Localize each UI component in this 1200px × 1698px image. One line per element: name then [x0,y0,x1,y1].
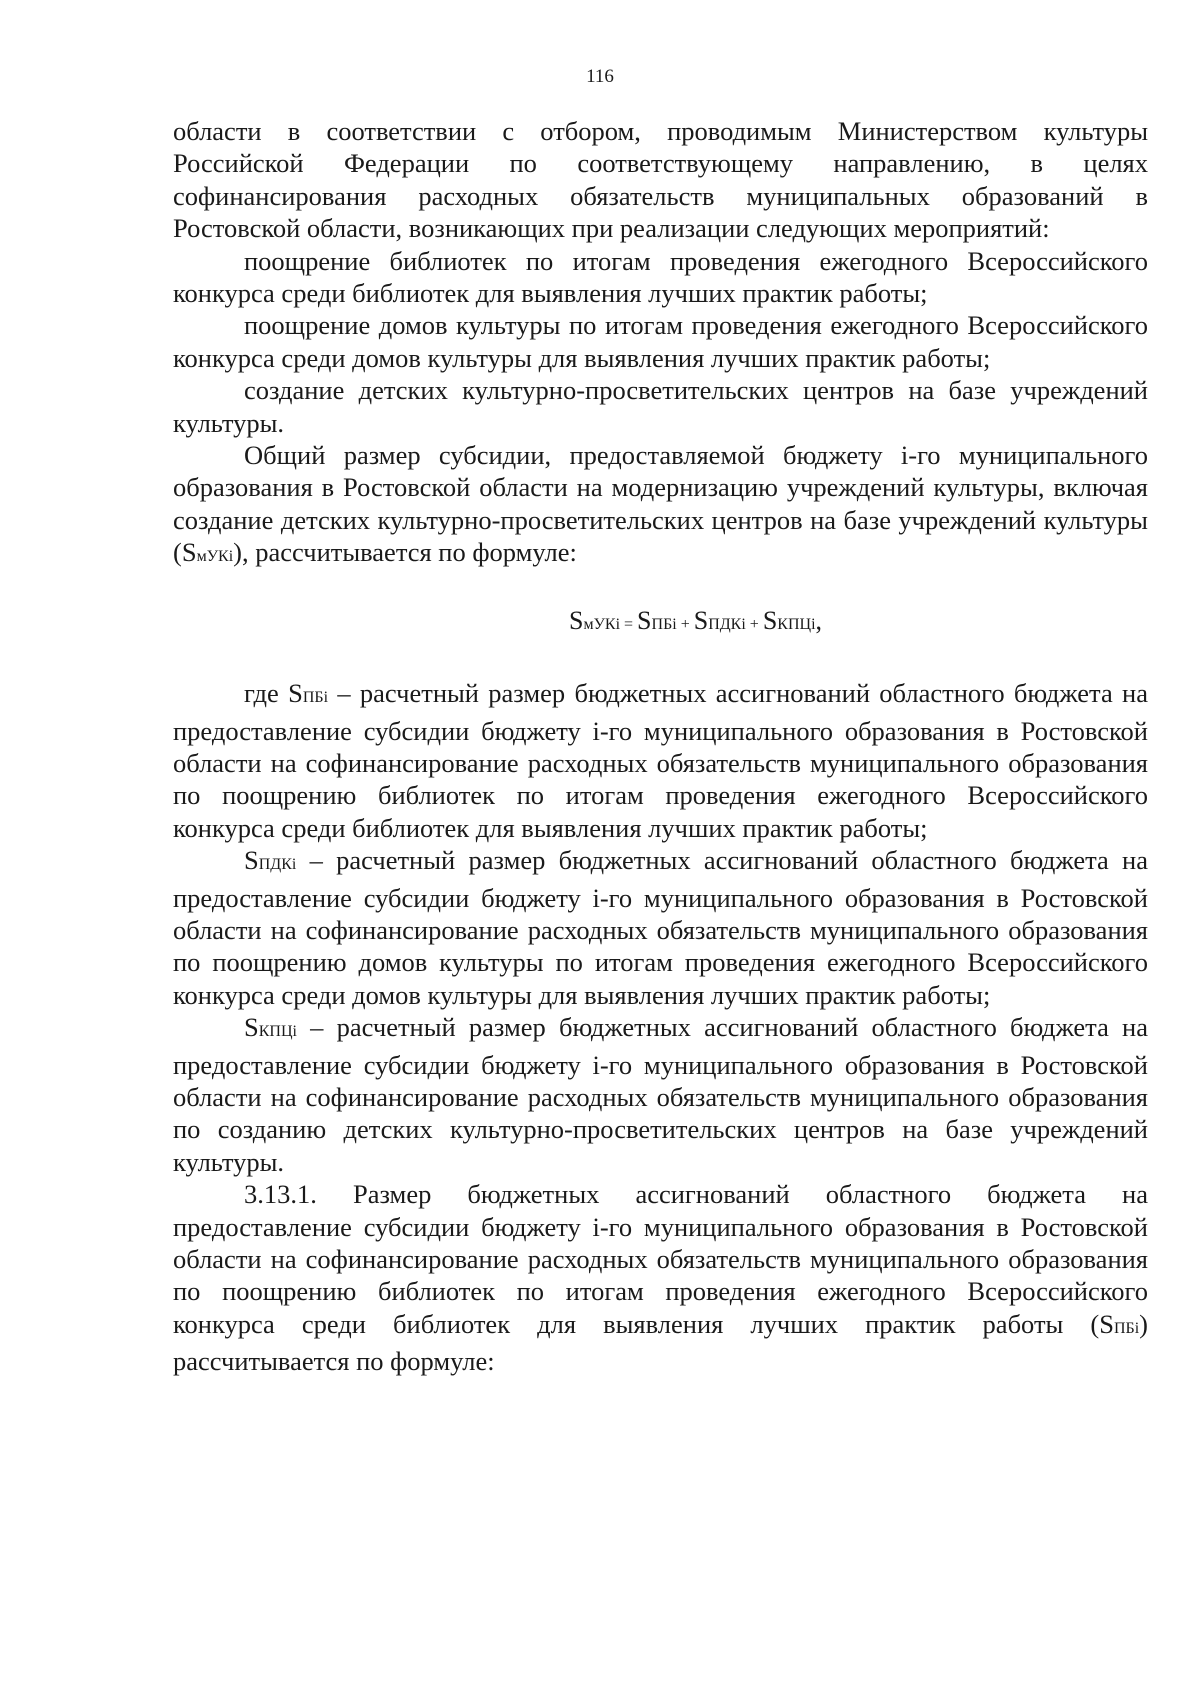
total-subscript: мУКi [196,548,234,566]
definition-pdki: SПДКi – расчетный размер бюджетных ассигнований областного бюджета на предоставление субсидии бюджету i-го муниципального образования в Ростовской области на софинансирование расходных обязательств муниципального образования по поощрению домов культуры по итогам проведения ежегодного Всероссийского конкурса среди домов культуры для выявления лучших практик работы; [173,845,1148,1010]
list-item: поощрение домов культуры по итогам проведения ежегодного Всероссийского конкурса среди домов культуры для выявления лучших практик работы; [173,310,1148,373]
definition-pbi: где SПБi – расчетный размер бюджетных ассигнований областного бюджета на предоставление субсидии бюджету i-го муниципального образования в Ростовской области на софинансирование расходных обязательств муниципального образования по поощрению библиотек по итогам проведения ежегодного Всероссийского конкурса среди библиотек для выявления лучших практик работы; [173,678,1148,843]
definition-kpci: SКПЦi – расчетный размер бюджетных ассигнований областного бюджета на предоставление субсидии бюджету i-го муниципального образования в Ростовской области на софинансирование расходных обязательств муниципального образования по созданию детских культурно-просветительских центров на базе учреждений культуры. [173,1012,1148,1177]
page-number: 116 [586,66,614,87]
list-item: поощрение библиотек по итогам проведения ежегодного Всероссийского конкурса среди библиотек для выявления лучших практик работы; [173,245,1148,309]
formula: SмУКi = SПБi + SПДКi + SКПЦi, [568,605,823,635]
document-body [173,115,1148,1378]
intro-paragraph: области в соответствии с отбором, проводимым Министерством культуры Российской Федерации по соответствующему направлению, в целях софинансирования расходных обязательств муниципальных образований в Ростовской области, возникающих при реализации следующих мероприятий: [173,116,1148,244]
total-text: Общий размер субсидии, предоставляемой бюджету i-го муниципального образования в Ростовской области на модернизацию учреждений культуры, включая создание детских культурно-просветительских центров на базе учреждений культуры (S [173,440,1148,568]
list-item: создание детских культурно-просветительских центров на базе учреждений культуры. [173,375,1148,438]
total-after: ), рассчитывается по формуле: [233,537,577,568]
clause-3-13-1: 3.13.1. Размер бюджетных ассигнований областного бюджета на предоставление субсидии бюджету i-го муниципального образования в Ростовской области на софинансирование расходных обязательств муниципального образования по поощрению библиотек по итогам проведения ежегодного Всероссийского конкурса среди библиотек для выявления лучших практик работы (SПБi) рассчитывается по формуле: [173,1179,1148,1377]
total-subsidy-paragraph [173,439,1148,574]
